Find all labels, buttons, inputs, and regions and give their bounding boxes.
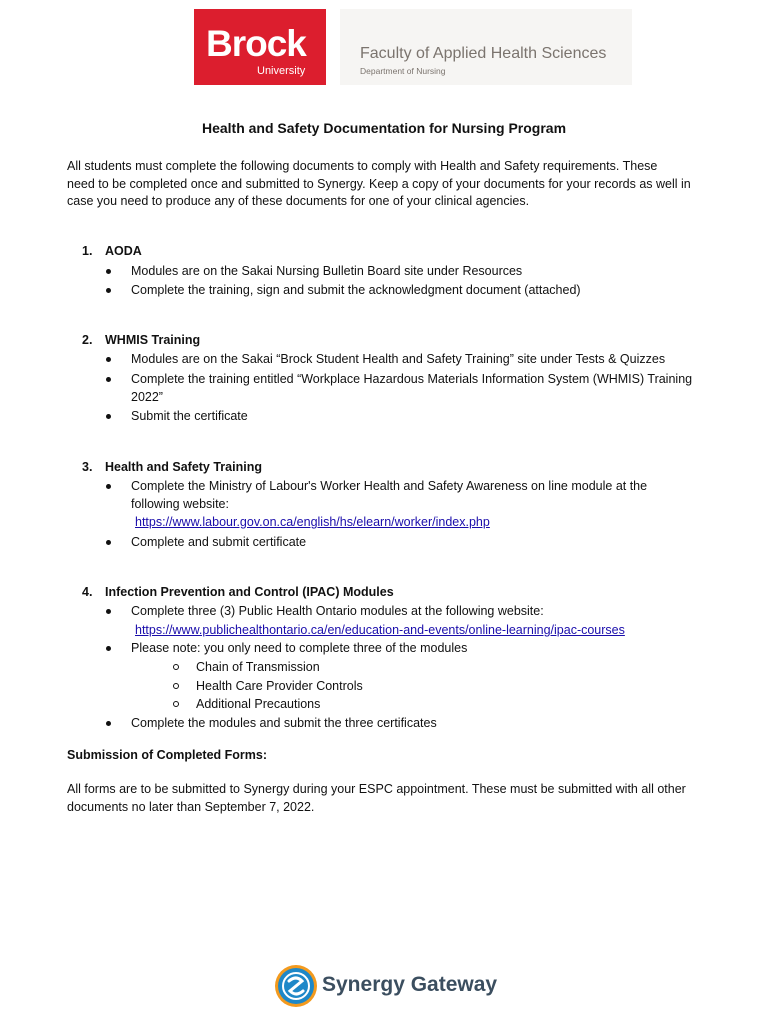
sub-bullet-text: Additional Precautions: [196, 697, 321, 711]
faculty-banner: [340, 9, 632, 85]
section-title: Infection Prevention and Control (IPAC) Modules: [105, 585, 394, 599]
bullet-text: Modules are on the Sakai “Brock Student Health and Safety Training” site under Tests & Quizzes: [131, 352, 666, 366]
section-title: AODA: [105, 244, 142, 258]
synergy-gateway-icon: [274, 964, 318, 1008]
intro-line: case you need to produce any of these documents for one of your clinical agencies.: [67, 194, 530, 208]
intro-line: All students must complete the following documents to comply with Health and Safety requirements. These: [67, 159, 658, 173]
document-title: Health and Safety Documentation for Nursing Program: [201, 120, 567, 136]
synergy-gateway-logo: [274, 962, 496, 1010]
bullet-text-continuation: following website:: [131, 497, 229, 511]
section-number: 3.: [82, 460, 93, 474]
labour-website-link[interactable]: https://www.labour.gov.on.ca/english/hs/elearn/worker/index.php: [135, 515, 490, 529]
section-title: Health and Safety Training: [105, 460, 262, 474]
submission-heading: Submission of Completed Forms:: [67, 748, 268, 762]
brock-university-label: University: [257, 65, 306, 77]
bullet-text-continuation: 2022”: [131, 390, 163, 404]
brock-university-logo: [194, 9, 326, 85]
section-number: 1.: [82, 244, 93, 258]
bullet-text: Modules are on the Sakai Nursing Bulletin Board site under Resources: [131, 264, 523, 278]
section-title: WHMIS Training: [105, 333, 201, 347]
bullet-text: Please note: you only need to complete three of the modules: [131, 641, 468, 655]
submission-line: documents no later than September 7, 2022.: [67, 800, 315, 814]
bullet-text: Complete the training, sign and submit the acknowledgment document (attached): [131, 283, 581, 297]
bullet-text: Complete and submit certificate: [131, 535, 307, 549]
department-label: Department of Nursing: [360, 66, 446, 76]
bullet-text: Complete the training entitled “Workplace Hazardous Materials Information System (WHMIS) Training: [131, 372, 693, 386]
bullet-text: Complete the modules and submit the three certificates: [131, 716, 437, 730]
sub-bullet-text: Health Care Provider Controls: [196, 679, 363, 693]
bullet-text: Submit the certificate: [131, 409, 248, 423]
intro-line: need to be completed once and submitted to Synergy. Keep a copy of your documents for your records as well in: [67, 177, 691, 191]
sub-bullet-text: Chain of Transmission: [196, 660, 320, 674]
bullet-text: Complete three (3) Public Health Ontario modules at the following website:: [131, 604, 544, 618]
submission-line: All forms are to be submitted to Synergy during your ESPC appointment. These must be submitted with all other: [67, 782, 686, 796]
brock-wordmark: Brock: [206, 23, 306, 64]
footer-brand: Synergy Gateway: [322, 973, 498, 996]
section-number: 4.: [82, 585, 93, 599]
publichealthontario-link[interactable]: https://www.publichealthontario.ca/en/education-and-events/online-learning/ipac-courses: [135, 623, 625, 637]
section-number: 2.: [82, 333, 93, 347]
faculty-title: Faculty of Applied Health Sciences: [360, 45, 607, 62]
bullet-text: Complete the Ministry of Labour's Worker Health and Safety Awareness on line module at the: [131, 479, 648, 493]
